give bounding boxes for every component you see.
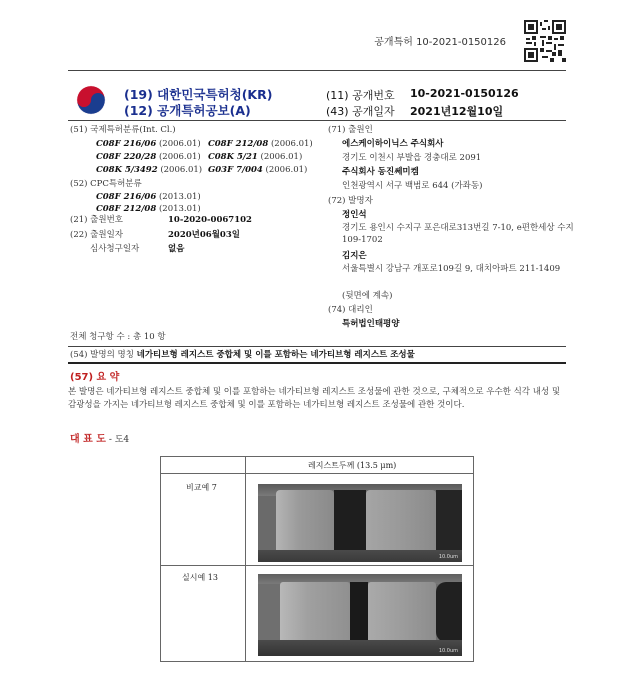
inventor-1-name: 정인석: [342, 210, 367, 220]
figure-header-rule: [160, 473, 474, 474]
app-no-value: 10-2020-0067102: [168, 215, 252, 225]
rep-fig-label: 대 표 도: [70, 434, 106, 445]
app-no-label: (21) 출원번호: [70, 215, 123, 225]
figure-column-header: 레지스트두께 (13.5 μm): [308, 461, 397, 470]
sem-image-example: [258, 574, 462, 656]
title-rule: [68, 362, 566, 364]
pub-date-label: (43) 공개일자: [326, 105, 395, 118]
qr-code-icon: [524, 20, 566, 62]
scale-bar-label: 10.0um: [438, 648, 458, 654]
cpc-label: (52) CPC특허분류: [70, 179, 142, 189]
applicant-1-address: 경기도 이천시 부발읍 경충대로 2091: [342, 153, 482, 163]
ipc-row: C08F 220/28 (2006.01): [96, 152, 201, 162]
inventor-2-name: 김지은: [342, 251, 367, 261]
applicant-2-address: 인천광역시 서구 백범로 644 (가좌동): [342, 181, 483, 191]
cpc-row: C08F 216/06 (2013.01): [96, 192, 201, 202]
cpc-row: C08F 212/08 (2013.01): [96, 204, 201, 214]
pub-no-label: (11) 공개번호: [326, 89, 395, 102]
app-date-label: (22) 출원일자: [70, 230, 123, 240]
claims-rule: [68, 346, 566, 347]
invention-title-label: (54) 발명의 명칭: [70, 350, 134, 360]
exam-label: 심사청구일자: [90, 244, 140, 254]
applicant-1-name: 에스케이하이닉스 주식회사: [342, 139, 444, 149]
figure-row1-label: 비교예 7: [186, 483, 217, 492]
invention-title-value: 네가티브형 레지스트 중합체 및 이를 포함하는 네가티브형 레지스트 조성물: [136, 350, 415, 360]
figure-column-rule: [245, 456, 246, 662]
invention-title-line: [70, 349, 415, 361]
inventor-1-address: 경기도 용인시 수지구 포은대로313번길 7-10, e편한세상 수지 109-1702: [342, 223, 574, 245]
sem-image-comparative: [258, 484, 462, 562]
agent-label: (74) 대리인: [328, 305, 373, 315]
scale-bar-label: 10.0um: [438, 554, 458, 560]
ipc-row: C08F 216/06 (2006.01): [96, 139, 201, 149]
figure-row2-label: 실시예 13: [182, 573, 218, 582]
abstract-heading: (57) 요 약: [70, 372, 120, 383]
inventor-2-address: 서울특별시 강남구 개포로109길 9, 대치아파트 211-1409: [342, 264, 561, 274]
app-date-value: 2020년06월03일: [168, 230, 240, 240]
inventor-label: (72) 발명자: [328, 196, 373, 206]
continued-note: (뒷면에 계속): [342, 291, 393, 301]
office-title: (19) 대한민국특허청(KR): [124, 87, 273, 102]
ipc-row: C08K 5/3492 (2006.01): [96, 165, 203, 175]
figure-row-rule: [160, 565, 474, 566]
pub-no-value: 10-2021-0150126: [410, 87, 519, 100]
agent-name: 특허법인태평양: [342, 319, 400, 329]
ipc-row: C08F 212/08 (2006.01): [208, 139, 313, 149]
ipc-label: (51) 국제특허분류(Int. Cl.): [70, 125, 176, 135]
rep-fig-value: - 도4: [108, 435, 130, 445]
representative-figure: [70, 430, 129, 445]
pub-date-value: 2021년12월10일: [410, 105, 504, 118]
applicant-label: (71) 출원인: [328, 125, 373, 135]
ipc-row: G03F 7/004 (2006.01): [208, 165, 308, 175]
doc-type-title: (12) 공개특허공보(A): [124, 103, 251, 118]
header-rule: [68, 120, 566, 121]
kipo-emblem-icon: [72, 84, 110, 116]
exam-value: 없음: [168, 244, 185, 254]
applicant-2-name: 주식회사 동진쎄미켐: [342, 167, 419, 177]
top-rule: [68, 70, 566, 71]
abstract-text: 본 발명은 네가티브형 레지스트 중합체 및 이를 포함하는 네가티브형 레지스트 조성물에 관한 것으로, 구체적으로 우수한 식각 내성 및 감광성을 가지는 네가티브형 레지스트 중합체 및 이를 포함하는 네가티브형 레지스트 조성물에 관한 것이다.: [68, 387, 561, 410]
publication-number-top: 공개특허 10-2021-0150126: [374, 37, 506, 48]
ipc-row: C08K 5/21 (2006.01): [208, 152, 303, 162]
total-claims: 전체 청구항 수 : 총 10 항: [70, 332, 166, 342]
